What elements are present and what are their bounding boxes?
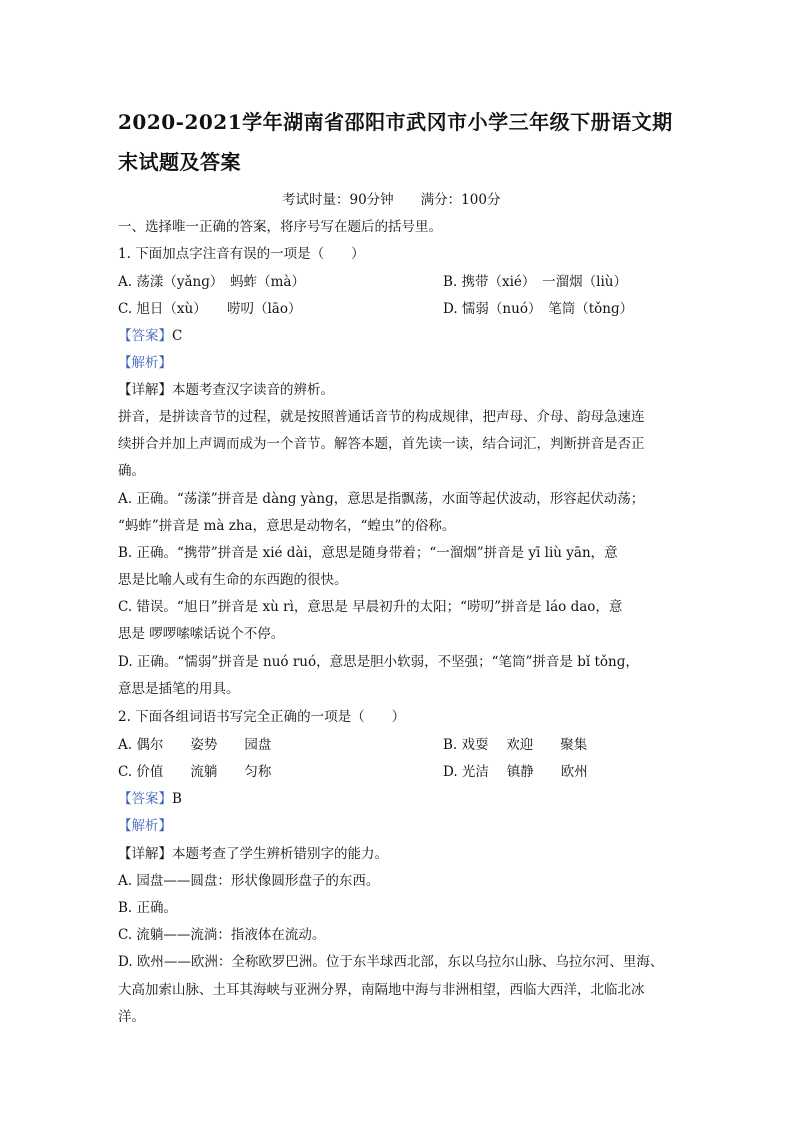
page-title: 2020-2021学年湖南省邵阳市武冈市小学三年级下册语文期末试题及答案 <box>118 110 673 174</box>
q1-answer-line <box>118 327 182 345</box>
q2-analysis-label: 【解析】 <box>118 818 172 834</box>
q2-expl-b: B. 正确。 <box>118 900 178 916</box>
q1-para-line-3: 确。 <box>118 463 145 479</box>
q1-answer-value: C <box>172 328 183 344</box>
q2-stem: 2. 下面各组词语书写完全正确的一项是（ ） <box>118 709 406 725</box>
q1-expl-b-2: 思是比喻人或有生命的东西跑的很快。 <box>118 572 348 588</box>
q2-option-c: C. 价值 流躺 匀称 <box>118 764 272 780</box>
section-heading: 一、选择唯一正确的答案，将序号写在题后的括号里。 <box>118 219 442 235</box>
q2-expl-d-3: 洋。 <box>118 1009 145 1025</box>
q1-detail-text: 本题考查汉字读音的辨析。 <box>172 382 334 398</box>
q2-detail-line <box>118 845 388 863</box>
q1-detail-line <box>118 381 334 399</box>
q2-option-b: B. 戏耍 欢迎 聚集 <box>443 737 588 753</box>
q1-expl-c-2: 思是 啰啰嗦嗦话说个不停。 <box>118 626 285 642</box>
q2-answer-value: B <box>172 791 182 807</box>
q1-para-line-2: 续拼合并加上声调而成为一个音节。解答本题，首先读一读，结合词汇，判断拼音是否正 <box>118 436 645 452</box>
q1-option-d: D. 懦弱（nuó） 笔筒（tǒnɡ） <box>443 301 634 317</box>
q1-expl-a-1: A. 正确。“荡漾”拼音是 dànɡ yànɡ，意思是指飘荡，水面等起伏波动，形容起伏动荡； <box>118 491 645 507</box>
q1-expl-d-1: D. 正确。“懦弱”拼音是 nuó ruó，意思是胆小软弱，不坚强；“笔筒”拼音是 bǐ tǒnɡ， <box>118 654 639 670</box>
answer-label: 【答案】 <box>118 791 172 807</box>
q2-option-a: A. 偶尔 姿势 园盘 <box>118 737 272 753</box>
detail-label: 【详解】 <box>118 846 172 862</box>
q1-option-b: B. 携带（xié） 一溜烟（liù） <box>443 274 628 290</box>
q2-answer-line <box>118 790 182 808</box>
q2-option-d: D. 光洁 镇静 欧州 <box>443 764 588 780</box>
q1-option-a: A. 荡漾（yǎnɡ） 蚂蚱（mà） <box>118 274 305 290</box>
exam-info: 考试时量：90分钟 满分：100分 <box>282 192 501 208</box>
detail-label: 【详解】 <box>118 382 172 398</box>
q2-expl-c: C. 流躺——流淌：指液体在流动。 <box>118 927 326 943</box>
q2-detail-text: 本题考查了学生辨析错别字的能力。 <box>172 846 388 862</box>
q2-expl-d-2: 大高加索山脉、土耳其海峡与亚洲分界，南隔地中海与非洲相望，西临大西洋，北临北冰 <box>118 982 645 998</box>
q2-expl-d-1: D. 欧州——欧洲：全称欧罗巴洲。位于东半球西北部，东以乌拉尔山脉、乌拉尔河、里海、 <box>118 954 664 970</box>
q2-expl-a: A. 园盘——圆盘：形状像圆形盘子的东西。 <box>118 873 380 889</box>
q1-option-c: C. 旭日（xù） 唠叨（lāo） <box>118 301 302 317</box>
q1-para-line-1: 拼音，是拼读音节的过程，就是按照普通话音节的构成规律，把声母、介母、韵母急速连 <box>118 409 645 425</box>
answer-label: 【答案】 <box>118 328 172 344</box>
q1-expl-d-2: 意思是插笔的用具。 <box>118 681 240 697</box>
q1-expl-c-1: C. 错误。“旭日”拼音是 xù rì，意思是 早晨初升的太阳；“唠叨”拼音是 láo dao，意 <box>118 599 623 615</box>
q1-analysis-label: 【解析】 <box>118 355 172 371</box>
q1-expl-a-2: “蚂蚱”拼音是 mà zha，意思是动物名，“蝗虫”的俗称。 <box>118 518 456 534</box>
q1-stem: 1. 下面加点字注音有误的一项是（ ） <box>118 246 365 262</box>
q1-expl-b-1: B. 正确。“携带”拼音是 xié dài，意思是随身带着；“一溜烟”拼音是 yī liù yān，意 <box>118 545 618 561</box>
